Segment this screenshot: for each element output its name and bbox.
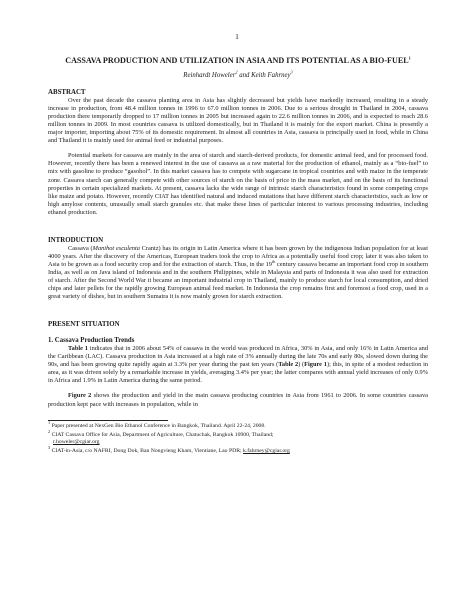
author-separator: and — [237, 72, 252, 79]
footnote-2-email-link[interactable]: r.howeler@cgiar.org — [53, 438, 100, 445]
figure-1-ref: Figure 1 — [304, 361, 327, 369]
figure-2-ref: Figure 2 — [68, 392, 92, 400]
title-footnote-mark: 1 — [408, 55, 411, 61]
production-trends-subheading: 1. Cassava Production Trends — [48, 337, 135, 345]
introduction-heading: INTRODUCTION — [48, 236, 104, 244]
table-1-ref: Table 1 — [68, 345, 88, 353]
author-1-mark: 2 — [235, 69, 238, 75]
abstract-paragraph-1: Over the past decade the cassava planting area in Asia has slightly decreased but yields have markedly increased, resulting in a steady increase in production, from 48.4 million tonnes in 1996 to 67.0 million tonnes in 2006. Due to a serious drought in Thailand in 2004, cassava production there temporarily dropped to 17 million tonnes in 2005 but increased again to 22.6 million tonnes in 2006, and is expected to reach 28.6 million tonnes in 2009. In most countries cassava is utilized domestically, but in Thailand it is mainly for the export market. China is presently a major importer, importing about 75% of its domestic requirement. In almost all countries in Asia, cassava is principally used in food, while in China and Thailand it is mainly used for animal feed or industrial purposes. — [48, 97, 428, 145]
footnote-1: $^1$ Paper presented at NexGen Bio Ethanol Conference in Bangkok, Thailand. April 22-24, 2008. — [48, 419, 266, 429]
figure-2-paragraph: Figure 2 shows the production and yield in the main cassava producing countries in Asia from 1961 to 2006. In some countries cassava production kept pace with increases in population, while in — [48, 392, 428, 408]
abstract-paragraph-2: Potential markets for cassava are mainly in the area of starch and starch-derived products, for domestic animal feed, and for processed food. However, recently there has been a renewed interest in the use of cassava as a raw material for the production of ethanol, mainly as a “bio-fuel” to mix with gasoline to produce “gasohol”. In this market cassava has to compete with sugarcane in tropical countries and with maize in the temperate zone. Cassava starch can generally compete with other sources of starch on the basis of price in the mass market, and on the basis of its functional properties in certain specialized markets. At present, cassava lacks the wide range of intrinsic starch characteristics found in some competing crops like maize and potato. However, recently CIAT has identified natural and induced mutations that have different starch characteristics, such as low or high amylose contents, unusually small starch granules etc. that make these lines of particular interest to various processing industries, including ethanol production. — [48, 152, 428, 216]
author-2-mark: 3 — [290, 69, 293, 75]
author-1: Reinhardt Howeler — [183, 72, 236, 79]
page-number: 1 — [235, 32, 239, 41]
table-2-ref: Table 2 — [278, 361, 299, 369]
present-situation-heading: PRESENT SITUATION — [48, 321, 120, 329]
footnote-rule — [48, 420, 168, 421]
author-2: Keith Fahrney — [251, 72, 291, 79]
abstract-heading: ABSTRACT — [48, 89, 86, 97]
footnote-3: $^3$ CIAT-in-Asia, c/o NAFRI, Dong Dok, Ban Nongvieng Kham, Vientiane, Lao PDR; k.fahrney@cgiar.org — [48, 444, 290, 454]
production-trends-paragraph: Table 1 indicates that in 2006 about 54% of cassava in the world was produced in Africa, 30% in Asia, and only 16% in Latin America and the Caribbean (LAC). Cassava production in Asia increased at a high rate of 3% annually during the late 70s and early 80s, slowed down during the 90s, and has been growing quite rapidly again at 3.3% per year during the past ten years (Table 2) (Figure 1); this, in spite of a modest reduction in area, as it was driven solely by a remarkable increase in yields, averaging 3.4% per year; the latter compares with annual yield increases of only 0.9% in Africa and 1.9% in Latin America during the same period. — [48, 345, 428, 385]
footnote-2: $^2$ CIAT Cassava Office for Asia, Department of Agriculture, Chatuchak, Bangkok 10900, Thailand; r.howeler@cgiar.org — [48, 428, 274, 445]
footnote-3-email-link[interactable]: k.fahrney@cgiar.org — [243, 447, 290, 454]
paper-title — [48, 56, 428, 66]
author-line — [48, 69, 428, 80]
introduction-paragraph: Cassava (Manihot esculenta Crantz) has its origin in Latin America where it has been grown by the indigenous Indian population for at least 4000 years. After the discovery of the Americas, European traders took the crop to Africa as a potentially useful food crop; later it was also taken to Asia to be grown as a food security crop and for the extraction of starch. Thus, in the 19th century cassava became an important food crop in southern India, as well as on Java island of Indonesia and in the southern Philippines, while in Malaysia and parts of Indonesia it was also used for extraction of starch. After the Second World War it became an important industrial crop in Thailand, mainly to produce starch for local consumption, and dried chips and later pellets for the rapidly growing European animal feed market. In Indonesia the crop remains first and foremost a food crop, used in a great variety of dishes, but in southern Sumatra it is now mainly grown for starch extraction. — [48, 244, 429, 301]
title-text: CASSAVA PRODUCTION AND UTILIZATION IN ASIA AND ITS POTENTIAL AS A BIO-FUEL — [65, 56, 409, 65]
species-name: Manihot esculenta — [92, 244, 140, 252]
